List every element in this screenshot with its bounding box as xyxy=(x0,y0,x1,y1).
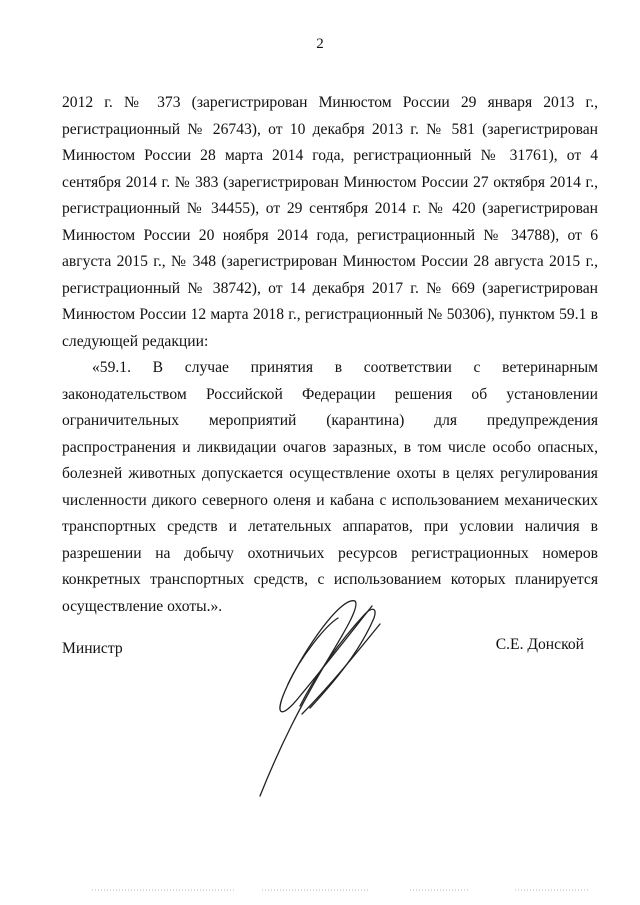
signer-position: Министр xyxy=(62,640,123,657)
paragraph-new-clause: «59.1. В случае принятия в соответствии с ветеринарным законодательством Российской Федерации решения об установлении ограничительных мероприятий (карантина) для предупреждения распространения и ликвидации очагов заразных, в том числе особо опасных, болезней животных допускается осуществление охоты в целях регулирования численности дикого северного оленя и кабана с использованием механических транспортных средств и летательных аппаратов, при условии наличия в разрешении на добычу охотничьих ресурсов регистрационных номеров конкретных транспортных средств, с использованием которых планируется осуществление охоты.». xyxy=(62,359,598,615)
page-number: 2 xyxy=(316,36,324,52)
paragraph-amendments: 2012 г. № 373 (зарегистрирован Минюстом России 29 января 2013 г., регистрационный № 26743), от 10 декабря 2013 г. № 581 (зарегистрирован Минюстом России 28 марта 2014 года, регистрационный № 31761), от 4 сентября 2014 г. № 383 (зарегистрирован Минюстом России 27 октября 2014 г., регистрационный № 34455), от 29 сентября 2014 г. № 420 (зарегистрирован Минюстом России 20 ноября 2014 года, регистрационный № 34788), от 6 августа 2015 г., № 348 (зарегистрирован Минюстом России 28 августа 2015 г., регистрационный № 38742), от 14 декабря 2017 г. № 669 (зарегистрирован Минюстом России 12 марта 2018 г., регистрационный № 50306), пунктом 59.1 в следующей редакции: xyxy=(62,94,598,350)
signer-name: С.Е. Донской xyxy=(495,636,584,653)
scan-edge-marks xyxy=(0,884,640,896)
handwritten-signature xyxy=(240,596,390,816)
document-body xyxy=(62,90,598,620)
